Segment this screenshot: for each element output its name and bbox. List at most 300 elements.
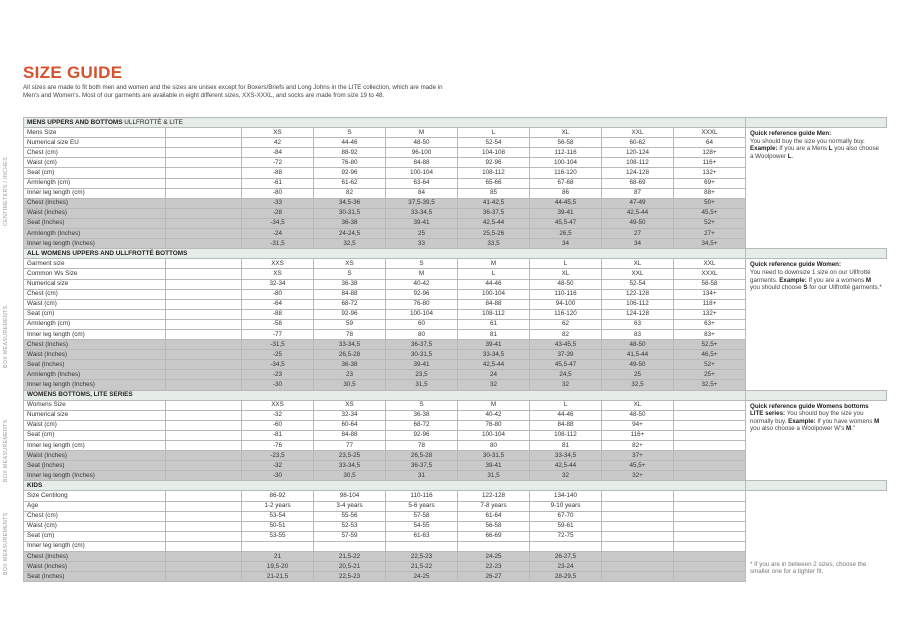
size-value-cell: 34 — [602, 239, 674, 249]
row-label: Common Ws Size — [24, 269, 166, 279]
size-value-cell: 68-72 — [314, 299, 386, 309]
spacer-cell — [166, 239, 242, 249]
size-value-cell: 25 — [602, 370, 674, 380]
size-value-cell: 39-41 — [458, 461, 530, 471]
size-value-cell: 37-39 — [530, 350, 602, 360]
size-value-cell: 24,5 — [530, 370, 602, 380]
size-value-cell: 61-62 — [314, 178, 386, 188]
size-value-cell: 26-27,5 — [530, 552, 602, 562]
row-label: Age — [24, 501, 166, 511]
size-value-cell: 78 — [314, 329, 386, 339]
size-value-cell: 81 — [458, 329, 530, 339]
size-value-cell: 132+ — [674, 168, 746, 178]
size-value-cell: 92-96 — [314, 309, 386, 319]
size-value-cell: 31,5 — [458, 471, 530, 481]
size-value-cell: 9-10 years — [530, 501, 602, 511]
footnote — [746, 491, 887, 582]
size-value-cell: 124-128 — [602, 309, 674, 319]
section-title-bold: ALL WOMENS UPPERS AND ULLFROTTÉ BOTTOMS — [27, 249, 188, 257]
size-value-cell: 27+ — [674, 229, 746, 239]
section-header-end — [746, 118, 887, 128]
size-value-cell — [602, 562, 674, 572]
row-label: Mens Size — [24, 128, 166, 138]
spacer-cell — [166, 562, 242, 572]
size-value-cell: 124-128 — [602, 168, 674, 178]
row-label: Inner leg length (cm) — [24, 329, 166, 339]
size-value-cell: 32,5+ — [674, 380, 746, 390]
size-value-cell: 36-38 — [386, 410, 458, 420]
section-header — [24, 481, 887, 491]
row-label: Chest (Inches) — [24, 552, 166, 562]
size-value-cell: 54-55 — [386, 521, 458, 531]
size-value-cell: XL — [530, 269, 602, 279]
size-value-cell — [602, 541, 674, 551]
row-label: Chest (cm) — [24, 289, 166, 299]
size-value-cell: -33 — [242, 198, 314, 208]
size-value-cell: 36-37,5 — [386, 461, 458, 471]
size-value-cell: 45,5-47 — [530, 360, 602, 370]
table-row — [24, 128, 887, 138]
size-value-cell: 49-50 — [602, 360, 674, 370]
quick-reference-note — [746, 400, 887, 481]
size-value-cell: XL — [530, 128, 602, 138]
size-value-cell — [602, 501, 674, 511]
size-value-cell — [674, 521, 746, 531]
size-value-cell: -81 — [242, 430, 314, 440]
quick-reference-note — [746, 128, 887, 249]
spacer-cell — [166, 198, 242, 208]
size-value-cell: 104-108 — [458, 148, 530, 158]
size-value-cell: 23,5-25 — [314, 451, 386, 461]
spacer-cell — [166, 491, 242, 501]
row-label: Chest (cm) — [24, 148, 166, 158]
row-label: Waist (Inches) — [24, 451, 166, 461]
size-value-cell: M — [386, 269, 458, 279]
size-guide-table — [23, 117, 887, 582]
size-value-cell: 32-34 — [314, 410, 386, 420]
size-value-cell: 72-75 — [530, 531, 602, 541]
row-label: Inner leg length (Inches) — [24, 471, 166, 481]
note-mid: If you are a Mens — [777, 145, 829, 153]
size-value-cell — [674, 531, 746, 541]
spacer-cell — [166, 299, 242, 309]
size-value-cell: 108-112 — [530, 430, 602, 440]
size-value-cell: 47-49 — [602, 198, 674, 208]
note-pre: You should buy the size you normally buy. — [750, 137, 865, 145]
size-value-cell: 61-63 — [386, 531, 458, 541]
section-title — [24, 390, 746, 400]
size-value-cell: XXS — [242, 400, 314, 410]
size-value-cell: 80 — [386, 329, 458, 339]
size-value-cell: 23-24 — [530, 562, 602, 572]
size-value-cell: 44-46 — [314, 138, 386, 148]
note-title: Quick reference guide Men: — [750, 130, 832, 138]
size-value-cell: 21 — [242, 552, 314, 562]
size-value-cell: 32,5 — [602, 380, 674, 390]
size-value-cell: 112-116 — [530, 148, 602, 158]
spacer-cell — [166, 340, 242, 350]
section-title-bold: KIDS — [27, 481, 43, 489]
size-value-cell: 31,5 — [386, 380, 458, 390]
section-title — [24, 249, 746, 259]
size-value-cell: 76-80 — [386, 299, 458, 309]
size-value-cell: 116-120 — [530, 309, 602, 319]
size-value-cell: 32 — [530, 471, 602, 481]
size-value-cell: 45,5-47 — [530, 218, 602, 228]
size-value-cell: 68-69 — [602, 178, 674, 188]
row-label: Chest (cm) — [24, 511, 166, 521]
size-value-cell: 59 — [314, 319, 386, 329]
spacer-cell — [166, 329, 242, 339]
size-value-cell: 25+ — [674, 370, 746, 380]
size-value-cell: 84-88 — [530, 420, 602, 430]
size-value-cell: 33-34,5 — [530, 451, 602, 461]
size-value-cell: -61 — [242, 178, 314, 188]
size-value-cell: 41-42,5 — [458, 198, 530, 208]
note-title: Quick reference guide Women: — [750, 261, 842, 269]
row-label: Inner leg length (Inches) — [24, 239, 166, 249]
spacer-cell — [166, 138, 242, 148]
row-label: Seat (Inches) — [24, 572, 166, 582]
size-value-cell: 64 — [674, 138, 746, 148]
size-value-cell: 98-104 — [314, 491, 386, 501]
size-value-cell: M — [386, 128, 458, 138]
spacer-cell — [166, 511, 242, 521]
section-header — [24, 118, 887, 128]
size-value-cell: -60 — [242, 420, 314, 430]
row-label: Inner leg length (Inches) — [24, 380, 166, 390]
spacer-cell — [166, 370, 242, 380]
size-value-cell: 19,5-20 — [242, 562, 314, 572]
size-value-cell: 49-50 — [602, 218, 674, 228]
row-label: Garment size — [24, 259, 166, 269]
size-value-cell: 45,5+ — [674, 208, 746, 218]
row-label: Seat (Inches) — [24, 461, 166, 471]
size-value-cell: 61-64 — [458, 511, 530, 521]
size-value-cell: 63+ — [674, 319, 746, 329]
size-value-cell: 56-58 — [458, 521, 530, 531]
size-value-cell: 92-96 — [386, 430, 458, 440]
size-value-cell: 26,5-28 — [314, 350, 386, 360]
row-label: Armlength (cm) — [24, 319, 166, 329]
size-value-cell: 25,5-26 — [458, 229, 530, 239]
size-value-cell: 33-34,5 — [386, 208, 458, 218]
note-mid: If you are a womens — [806, 276, 866, 284]
spacer-cell — [166, 229, 242, 239]
size-value-cell: 52,5+ — [674, 340, 746, 350]
size-value-cell — [458, 541, 530, 551]
row-label: Chest (Inches) — [24, 198, 166, 208]
size-value-cell: 37+ — [602, 451, 674, 461]
size-value-cell: XS — [242, 269, 314, 279]
spacer-cell — [166, 380, 242, 390]
quick-reference-note — [746, 259, 887, 390]
row-label: Inner leg length (cm) — [24, 541, 166, 551]
spacer-cell — [166, 531, 242, 541]
row-label: Seat (cm) — [24, 168, 166, 178]
spacer-cell — [166, 178, 242, 188]
size-value-cell: 25 — [386, 229, 458, 239]
size-value-cell: -31,5 — [242, 239, 314, 249]
size-value-cell: 52-54 — [602, 279, 674, 289]
size-value-cell: 39-41 — [530, 208, 602, 218]
note-end: . — [791, 152, 794, 160]
section-header-end — [746, 390, 887, 400]
size-value-cell — [602, 521, 674, 531]
side-label-mens: CENTIMETERS / INCHES — [3, 156, 9, 226]
size-value-cell: XXS — [242, 259, 314, 269]
size-value-cell: XXL — [602, 269, 674, 279]
size-value-cell: 22,5-23 — [386, 552, 458, 562]
size-value-cell: 108-112 — [458, 309, 530, 319]
size-value-cell: XXXL — [674, 269, 746, 279]
size-value-cell: 24-25 — [458, 552, 530, 562]
page-title: SIZE GUIDE — [23, 63, 123, 82]
note-b3: S — [803, 284, 808, 292]
spacer-cell — [166, 309, 242, 319]
row-label: Numerical size — [24, 410, 166, 420]
spacer-cell — [166, 259, 242, 269]
size-value-cell: 84 — [386, 188, 458, 198]
size-value-cell — [602, 572, 674, 582]
size-value-cell: 31 — [386, 471, 458, 481]
size-value-cell: 36-37,5 — [386, 340, 458, 350]
section-header-end — [746, 481, 887, 491]
size-value-cell: 27 — [602, 229, 674, 239]
size-value-cell: 84-88 — [314, 430, 386, 440]
size-value-cell — [674, 552, 746, 562]
size-value-cell: 33,5 — [458, 239, 530, 249]
note-post: you also choose a Woolpower — [750, 145, 879, 160]
size-value-cell: 100-104 — [458, 430, 530, 440]
size-value-cell: 33-34,5 — [314, 340, 386, 350]
size-value-cell — [674, 562, 746, 572]
size-value-cell: 82 — [314, 188, 386, 198]
size-value-cell: 5-6 years — [386, 501, 458, 511]
size-value-cell: 30-31,5 — [458, 451, 530, 461]
size-value-cell: 92-96 — [386, 289, 458, 299]
spacer-cell — [166, 430, 242, 440]
row-label: Waist (cm) — [24, 521, 166, 531]
row-label: Inner leg length (cm) — [24, 441, 166, 451]
size-value-cell: 34,5+ — [674, 239, 746, 249]
size-value-cell: L — [530, 259, 602, 269]
spacer-cell — [166, 208, 242, 218]
size-value-cell: 84-88 — [314, 289, 386, 299]
size-value-cell — [674, 441, 746, 451]
spacer-cell — [166, 400, 242, 410]
size-value-cell: 118+ — [674, 299, 746, 309]
size-value-cell: 30,5 — [314, 380, 386, 390]
size-value-cell: 24 — [458, 370, 530, 380]
size-value-cell: 41,5-44 — [602, 350, 674, 360]
size-value-cell: 60 — [386, 319, 458, 329]
size-value-cell: 34,5-36 — [314, 198, 386, 208]
size-value-cell: 84-88 — [386, 158, 458, 168]
section-title — [24, 481, 746, 491]
size-value-cell: 56-58 — [674, 279, 746, 289]
size-value-cell — [530, 541, 602, 551]
row-label: Seat (Inches) — [24, 218, 166, 228]
size-value-cell: 92-96 — [458, 158, 530, 168]
note-title: Quick reference guide Womens bottoms LITE series: — [750, 402, 869, 418]
size-value-cell: 45,5+ — [602, 461, 674, 471]
size-value-cell: 86 — [530, 188, 602, 198]
size-value-cell: 36-37,5 — [458, 208, 530, 218]
size-value-cell: 39-41 — [386, 218, 458, 228]
size-value-cell — [602, 552, 674, 562]
size-value-cell: 80 — [458, 441, 530, 451]
size-value-cell: 7-8 years — [458, 501, 530, 511]
size-value-cell: S — [386, 400, 458, 410]
size-value-cell: 116+ — [674, 158, 746, 168]
size-value-cell: -34,5 — [242, 360, 314, 370]
size-value-cell: 57-59 — [314, 531, 386, 541]
row-label: Armlength (cm) — [24, 178, 166, 188]
size-value-cell: 122-128 — [602, 289, 674, 299]
size-value-cell: 26,5 — [530, 229, 602, 239]
size-value-cell: -34,5 — [242, 218, 314, 228]
size-value-cell: 21-21,5 — [242, 572, 314, 582]
note-mid: If you have womens — [815, 417, 875, 425]
size-value-cell: 36-38 — [314, 360, 386, 370]
size-value-cell: 28-29,5 — [530, 572, 602, 582]
spacer-cell — [166, 289, 242, 299]
size-value-cell: 48-50 — [386, 138, 458, 148]
size-value-cell: 100-104 — [386, 309, 458, 319]
size-value-cell: 21,5-22 — [386, 562, 458, 572]
row-label: Seat (Inches) — [24, 360, 166, 370]
size-value-cell: 60-64 — [314, 420, 386, 430]
size-value-cell: XS — [242, 128, 314, 138]
size-value-cell: 67-70 — [530, 511, 602, 521]
side-label-womens: BOX MEASUREMENTS — [3, 305, 9, 368]
size-value-cell: 82+ — [602, 441, 674, 451]
size-value-cell: L — [458, 128, 530, 138]
size-value-cell: 30-31,5 — [314, 208, 386, 218]
size-value-cell: 59-61 — [530, 521, 602, 531]
size-value-cell: 82 — [530, 329, 602, 339]
size-value-cell: 132+ — [674, 309, 746, 319]
row-label: Waist (cm) — [24, 420, 166, 430]
size-value-cell — [602, 511, 674, 521]
size-value-cell: -72 — [242, 158, 314, 168]
size-value-cell: 33-34,5 — [314, 461, 386, 471]
size-value-cell — [674, 541, 746, 551]
note-post: you also choose a Woolpower W's — [750, 425, 847, 433]
size-value-cell: S — [314, 128, 386, 138]
size-value-cell: -80 — [242, 188, 314, 198]
size-value-cell: S — [314, 269, 386, 279]
spacer-cell — [166, 269, 242, 279]
size-value-cell — [674, 420, 746, 430]
size-value-cell: 50+ — [674, 198, 746, 208]
size-value-cell: -31,5 — [242, 340, 314, 350]
note-ex: Example: — [750, 145, 778, 153]
note-end: ." — [851, 425, 856, 433]
size-value-cell: 44-46 — [530, 410, 602, 420]
side-label-kids: BOX MEASUREMENTS — [3, 512, 9, 575]
spacer-cell — [166, 420, 242, 430]
section-title-rest: ULLFROTTÉ & LITE — [122, 118, 183, 126]
size-value-cell — [314, 541, 386, 551]
spacer-cell — [166, 471, 242, 481]
size-value-cell: 116-120 — [530, 168, 602, 178]
size-value-cell: -88 — [242, 309, 314, 319]
size-value-cell: 30,5 — [314, 471, 386, 481]
size-value-cell: 22-23 — [458, 562, 530, 572]
size-value-cell — [674, 410, 746, 420]
size-value-cell: M — [458, 400, 530, 410]
size-value-cell: 83 — [602, 329, 674, 339]
spacer-cell — [166, 218, 242, 228]
size-value-cell: 100-104 — [458, 289, 530, 299]
note-b2: M — [874, 417, 880, 425]
size-value-cell: 120-124 — [602, 148, 674, 158]
intro-paragraph: All sizes are made to fit both men and women and the sizes are unisex except for Boxers/Briefs and Long Johns in the LITE collection, which are made in Men's and Women's. Most of our garments are available in eight different sizes, XXS-XXXL, and socks are made from size 19 to 48. — [23, 84, 443, 99]
size-value-cell: -25 — [242, 350, 314, 360]
footnote-text: * If you are in between 2 sizes, choose the smaller one for a tighter fit. — [750, 560, 867, 576]
size-value-cell: 40-42 — [458, 410, 530, 420]
side-label-womens-lite: BOX MEASUREMENTS — [3, 419, 9, 482]
size-value-cell: 36-38 — [314, 279, 386, 289]
size-value-cell — [674, 461, 746, 471]
size-value-cell: 55-56 — [314, 511, 386, 521]
spacer-cell — [166, 168, 242, 178]
size-value-cell: 116+ — [602, 430, 674, 440]
row-label: Numerical size EU — [24, 138, 166, 148]
spacer-cell — [166, 188, 242, 198]
note-b2: M — [865, 276, 872, 284]
spacer-cell — [166, 552, 242, 562]
note-ex: Example: — [788, 417, 816, 425]
size-value-cell: 110-116 — [386, 491, 458, 501]
row-label: Chest (Inches) — [24, 340, 166, 350]
size-value-cell: 32 — [530, 380, 602, 390]
size-value-cell: 100-104 — [386, 168, 458, 178]
size-value-cell: 34 — [530, 239, 602, 249]
size-value-cell: XL — [602, 400, 674, 410]
size-value-cell: -30 — [242, 471, 314, 481]
row-label: Womens Size — [24, 400, 166, 410]
size-value-cell: -88 — [242, 168, 314, 178]
note-b3: M — [846, 425, 852, 433]
size-value-cell: 106-112 — [602, 299, 674, 309]
size-value-cell: L — [530, 400, 602, 410]
row-label: Waist (cm) — [24, 158, 166, 168]
size-value-cell: 21,5-22 — [314, 552, 386, 562]
size-value-cell: 84-88 — [458, 299, 530, 309]
size-value-cell: 22,5-23 — [314, 572, 386, 582]
spacer-cell — [166, 350, 242, 360]
size-value-cell: 44-46 — [458, 279, 530, 289]
spacer-cell — [166, 158, 242, 168]
size-value-cell: 88+ — [674, 188, 746, 198]
spacer-cell — [166, 572, 242, 582]
size-value-cell: 85 — [458, 188, 530, 198]
row-label: Waist (Inches) — [24, 208, 166, 218]
section-header — [24, 249, 887, 259]
size-value-cell: 67-68 — [530, 178, 602, 188]
size-value-cell: -77 — [242, 329, 314, 339]
size-value-cell: -23,5 — [242, 451, 314, 461]
spacer-cell — [166, 541, 242, 551]
size-value-cell — [602, 491, 674, 501]
size-value-cell: 37,5-39,5 — [386, 198, 458, 208]
size-value-cell: 53-55 — [242, 531, 314, 541]
size-value-cell — [674, 501, 746, 511]
table-row — [24, 259, 887, 269]
